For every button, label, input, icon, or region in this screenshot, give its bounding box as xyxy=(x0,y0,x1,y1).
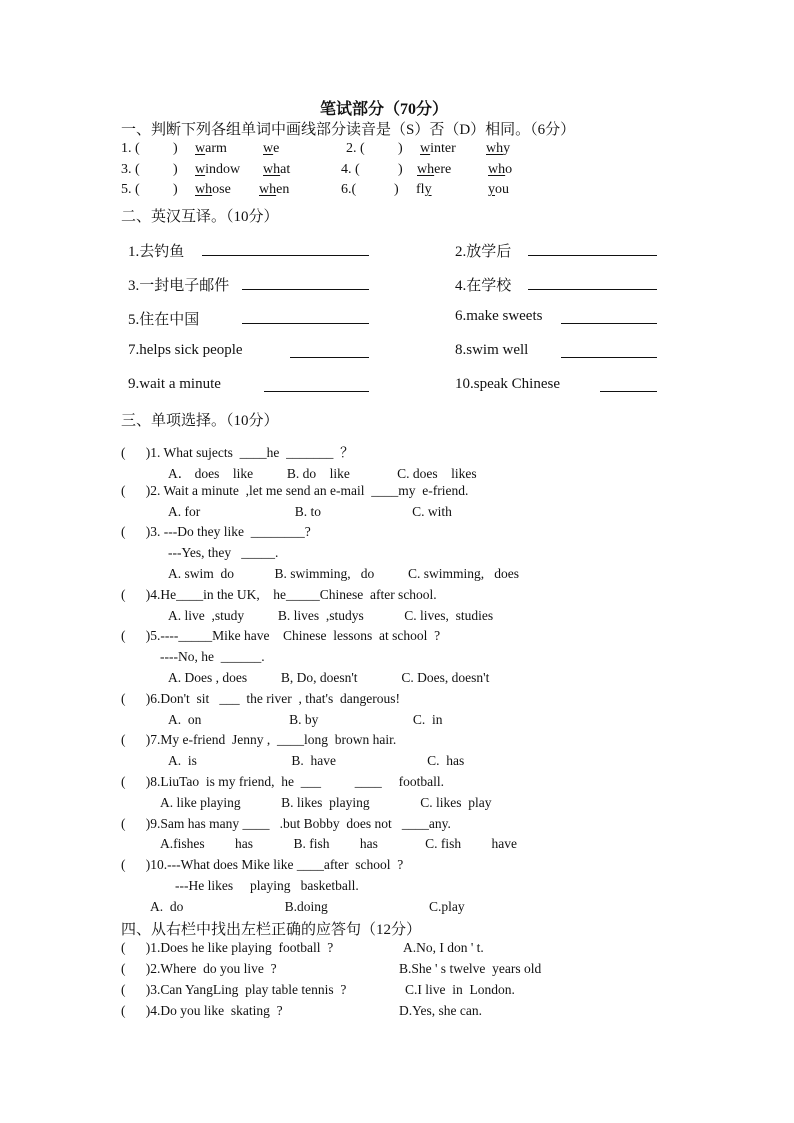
question-line: ----No, he ______. xyxy=(160,649,265,664)
answer-blank[interactable] xyxy=(264,391,369,392)
word: who xyxy=(488,162,513,177)
answer-blank[interactable] xyxy=(202,255,369,256)
options-line: A. for B. to C. with xyxy=(168,504,452,519)
match-left-item: ( )2.Where do you live ? xyxy=(121,961,277,976)
question-line: ( )8.LiuTao is my friend, he ___ ____ football. xyxy=(121,774,445,789)
word: fly xyxy=(416,182,432,197)
question-line: ---He likes playing basketball. xyxy=(175,878,359,893)
answer-paren-close: ) xyxy=(173,141,178,156)
translate-item: 9.wait a minute xyxy=(128,376,221,392)
question-line: ( )3. ---Do they like ________? xyxy=(121,524,311,539)
match-left-item: ( )1.Does he like playing football ? xyxy=(121,940,334,955)
question-line: ( )5.----_____Mike have Chinese lessons at school ? xyxy=(121,628,441,643)
options-line: A. do B.doing C.play xyxy=(150,899,465,914)
word: where xyxy=(417,162,452,177)
word: warm xyxy=(195,141,227,156)
question-line: ( )6.Don't sit ___ the river , that's dangerous! xyxy=(121,691,400,706)
answer-paren-open: 4. ( xyxy=(341,162,360,177)
answer-paren-open: 3. ( xyxy=(121,162,140,177)
answer-paren-close: ) xyxy=(398,162,403,177)
translate-item: 6.make sweets xyxy=(455,308,543,324)
part2-heading: 二、英汉互译。（10分） xyxy=(121,209,279,225)
match-left-item: ( )3.Can YangLing play table tennis ? xyxy=(121,982,347,997)
match-left-item: ( )4.Do you like skating ? xyxy=(121,1003,283,1018)
word: whose xyxy=(195,182,231,197)
answer-blank[interactable] xyxy=(528,255,657,256)
match-right-item: C.I live in London. xyxy=(405,982,515,997)
translate-item: 3.一封电子邮件 xyxy=(128,278,230,294)
page-title: 笔试部分（70分） xyxy=(320,101,449,118)
answer-paren-open: 6.( xyxy=(341,182,357,197)
options-line: A． does like B. do like C. does likes xyxy=(168,466,477,481)
match-right-item: A.No, I don ' t. xyxy=(403,940,484,955)
match-right-item: B.She ' s twelve years old xyxy=(399,961,542,976)
answer-paren-open: 2. ( xyxy=(346,141,365,156)
part1-heading: 一、判断下列各组单词中画线部分读音是（S）否（D）相同。（6分） xyxy=(121,122,576,138)
options-line: A. on B. by C. in xyxy=(168,712,443,727)
answer-blank[interactable] xyxy=(561,357,657,358)
answer-paren-open: 1. ( xyxy=(121,141,140,156)
word: why xyxy=(486,141,511,156)
word: we xyxy=(263,141,280,156)
question-line: ---Yes, they _____. xyxy=(168,545,279,560)
answer-blank[interactable] xyxy=(600,391,657,392)
answer-paren-close: ) xyxy=(173,182,178,197)
question-line: ( )9.Sam has many ____ .but Bobby does not ____any. xyxy=(121,816,451,831)
options-line: A. live ,study B. lives ,studys C. lives, studies xyxy=(168,608,494,623)
options-line: A.fishes has B. fish has C. fish have xyxy=(160,836,517,851)
part4-heading: 四、从右栏中找出左栏正确的应答句（12分） xyxy=(121,922,422,938)
translate-item: 1.去钓鱼 xyxy=(128,244,185,260)
question-line: ( )1. What sujects ____he _______ ？ xyxy=(121,445,354,460)
word: winter xyxy=(420,141,456,156)
question-line: ( )2. Wait a minute ,let me send an e-mail ____my e-friend. xyxy=(121,483,469,498)
word: when xyxy=(259,182,290,197)
options-line: A. Does , does B, Do, doesn't C. Does, doesn't xyxy=(168,670,490,685)
word: what xyxy=(263,162,291,177)
options-line: A. like playing B. likes playing C. likes play xyxy=(160,795,492,810)
word: you xyxy=(488,182,509,197)
answer-paren-close: ) xyxy=(394,182,399,197)
translate-item: 4.在学校 xyxy=(455,278,512,294)
question-line: ( )7.My e-friend Jenny , ____long brown hair. xyxy=(121,732,397,747)
answer-blank[interactable] xyxy=(242,323,369,324)
word: window xyxy=(195,162,241,177)
answer-blank[interactable] xyxy=(242,289,369,290)
options-line: A. swim do B. swimming, do C. swimming, does xyxy=(168,566,520,581)
translate-item: 5.住在中国 xyxy=(128,312,200,328)
match-right-item: D.Yes, she can. xyxy=(399,1003,482,1018)
answer-paren-close: ) xyxy=(398,141,403,156)
translate-item: 2.放学后 xyxy=(455,244,512,260)
translate-item: 7.helps sick people xyxy=(128,342,243,358)
part3-heading: 三、单项选择。（10分） xyxy=(121,413,279,429)
options-line: A. is B. have C. has xyxy=(168,753,465,768)
answer-blank[interactable] xyxy=(561,323,657,324)
translate-item: 10.speak Chinese xyxy=(455,376,560,392)
question-line: ( )4.He____in the UK, he_____Chinese after school. xyxy=(121,587,437,602)
translate-item: 8.swim well xyxy=(455,342,529,358)
question-line: ( )10.---What does Mike like ____after school ? xyxy=(121,857,404,872)
answer-paren-close: ) xyxy=(173,162,178,177)
answer-paren-open: 5. ( xyxy=(121,182,140,197)
answer-blank[interactable] xyxy=(528,289,657,290)
answer-blank[interactable] xyxy=(290,357,369,358)
